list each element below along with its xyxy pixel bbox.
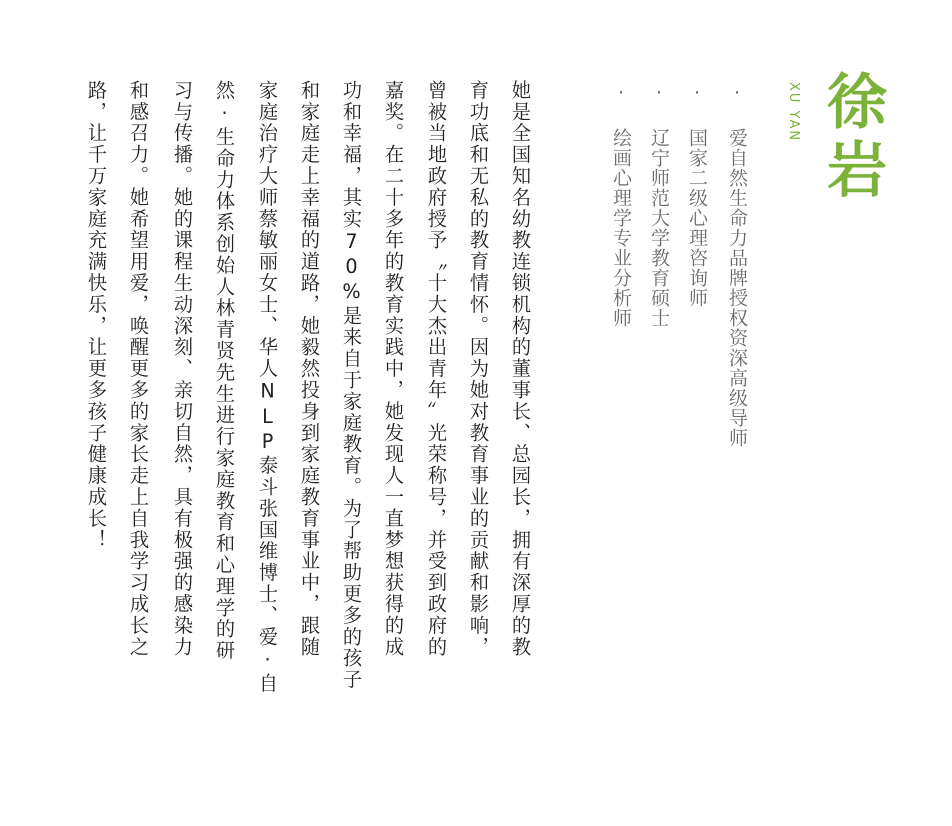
person-name-pinyin: XU YAN	[786, 82, 801, 143]
bio-column: 育功底和无私的教育情怀。因为她对教育事业的贡献和影响，	[467, 80, 490, 658]
bio-column: 嘉奖。在二十多年的教育实践中，她发现人一直梦想获得的成	[382, 80, 405, 658]
bio-column: 和家庭走上幸福的道路，她毅然投身到家庭教育事业中，跟随	[298, 80, 321, 658]
bio-column: 路，让千万家庭充满快乐，让更多孩子健康成长！	[85, 80, 108, 551]
bio-column: 她是全国知名幼教连锁机构的董事长、总园长，拥有深厚的教	[509, 80, 532, 658]
person-name: 徐岩	[817, 70, 887, 206]
credential-item: · 辽宁师范大学教育硕士	[648, 82, 670, 328]
bio-column: 家庭治疗大师蔡敏丽女士、华人NLP泰斗张国维博士、爱·自	[256, 80, 279, 695]
bio-column: 曾被当地政府授予〝十大杰出青年〞光荣称号，并受到政府的	[425, 80, 448, 658]
credential-item: · 绘画心理学专业分析师	[610, 82, 632, 328]
bio-column: 习与传播。她的课程生动深刻、亲切自然，具有极强的感染力	[171, 80, 194, 658]
credential-item: · 国家二级心理咨询师	[686, 82, 708, 308]
bio-column: 功和幸福，其实70%是来自于家庭教育。为了帮助更多的孩子	[340, 80, 363, 691]
bio-column: 和感召力。她希望用爱，唤醒更多的家长走上自我学习成长之	[127, 80, 150, 658]
bio-column: 然·生命力体系创始人林青贤先生进行家庭教育和心理学的研	[213, 80, 236, 662]
credential-item: · 爱自然生命力品牌授权资深高级导师	[726, 82, 748, 448]
